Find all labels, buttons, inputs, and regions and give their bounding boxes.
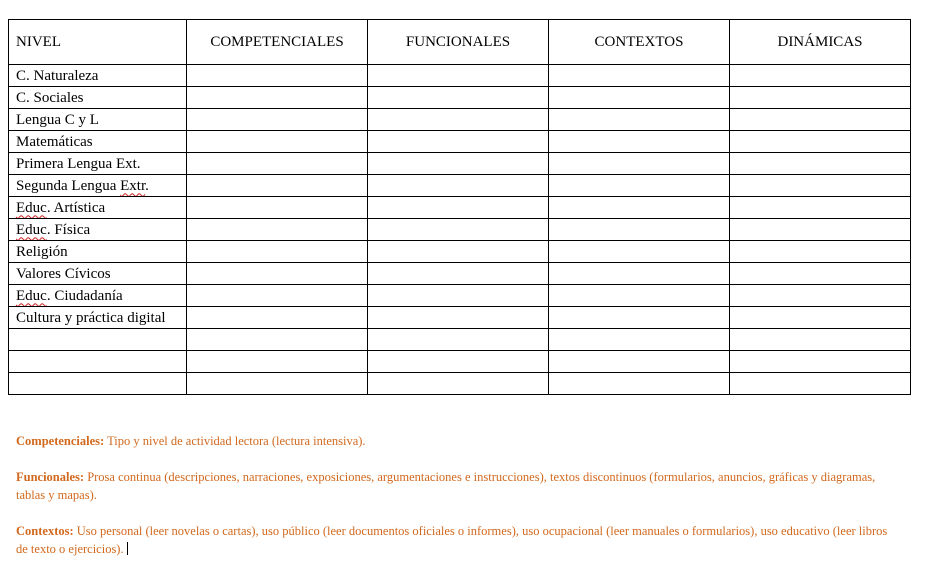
cell-text: C. Naturaleza xyxy=(16,67,99,84)
cell-nivel[interactable] xyxy=(9,65,187,87)
cell-funcionales[interactable] xyxy=(368,109,549,131)
cell-competenciales[interactable] xyxy=(187,263,368,285)
cell-text: . Física xyxy=(46,221,91,238)
cell-text: . xyxy=(145,177,149,194)
cell-funcionales[interactable] xyxy=(368,307,549,329)
note-term: Funcionales: xyxy=(16,470,85,484)
header-contextos[interactable]: CONTEXTOS xyxy=(549,20,730,65)
cell-competenciales[interactable] xyxy=(187,197,368,219)
cell-competenciales[interactable] xyxy=(187,219,368,241)
cell-competenciales[interactable] xyxy=(187,65,368,87)
cell-text: Lengua C y L xyxy=(16,111,99,128)
cell-funcionales[interactable] xyxy=(368,241,549,263)
table-row xyxy=(9,373,911,395)
note-term: Competenciales: xyxy=(16,434,105,448)
note-competenciales[interactable] xyxy=(16,432,896,450)
cell-funcionales[interactable] xyxy=(368,175,549,197)
cell-nivel[interactable] xyxy=(9,263,187,285)
cell-competenciales[interactable] xyxy=(187,307,368,329)
cell-text: . Artística xyxy=(46,199,106,216)
cell-dinamicas[interactable] xyxy=(730,109,911,131)
cell-text: Segunda Lengua xyxy=(16,177,121,194)
table-row xyxy=(9,87,911,109)
header-competenciales[interactable]: COMPETENCIALES xyxy=(187,20,368,65)
note-text: Tipo y nivel de actividad lectora (lectura intensiva). xyxy=(104,434,366,448)
table-row xyxy=(9,175,911,197)
note-contextos[interactable] xyxy=(16,522,896,558)
cell-dinamicas[interactable] xyxy=(730,241,911,263)
cell-nivel[interactable] xyxy=(9,241,187,263)
cell-nivel[interactable] xyxy=(9,131,187,153)
cell-text: Primera Lengua Ext. xyxy=(16,155,141,172)
header-funcionales[interactable]: FUNCIONALES xyxy=(368,20,549,65)
cell-text: . Ciudadanía xyxy=(46,287,123,304)
cell-contextos[interactable] xyxy=(549,175,730,197)
note-text: Uso personal (leer novelas o cartas), uso público (leer documentos oficiales o informes), uso ocupacional (leer manuales o formularios), uso educativo (leer libros de texto o ejercicios). xyxy=(16,524,888,556)
table-header-row xyxy=(9,20,911,65)
cell-dinamicas[interactable] xyxy=(730,329,911,351)
cell-dinamicas[interactable] xyxy=(730,351,911,373)
table-row xyxy=(9,241,911,263)
cell-funcionales[interactable] xyxy=(368,351,549,373)
cell-funcionales[interactable] xyxy=(368,285,549,307)
table-row xyxy=(9,263,911,285)
cell-funcionales[interactable] xyxy=(368,329,549,351)
cell-dinamicas[interactable] xyxy=(730,65,911,87)
cell-competenciales[interactable] xyxy=(187,285,368,307)
cell-text: C. Sociales xyxy=(16,89,84,106)
cell-contextos[interactable] xyxy=(549,351,730,373)
cell-contextos[interactable] xyxy=(549,131,730,153)
cell-dinamicas[interactable] xyxy=(730,219,911,241)
cell-competenciales[interactable] xyxy=(187,351,368,373)
cell-dinamicas[interactable] xyxy=(730,87,911,109)
cell-competenciales[interactable] xyxy=(187,241,368,263)
spellcheck-word: Educ xyxy=(16,199,47,216)
cell-nivel[interactable] xyxy=(9,109,187,131)
cell-dinamicas[interactable] xyxy=(730,197,911,219)
cell-text: Matemáticas xyxy=(16,133,93,150)
cell-contextos[interactable] xyxy=(549,153,730,175)
cell-nivel[interactable] xyxy=(9,197,187,219)
table-row xyxy=(9,109,911,131)
note-text: Prosa continua (descripciones, narraciones, exposiciones, argumentaciones e instrucciones), textos discontinuos (formularios, anuncios, gráficas y diagramas, tablas y mapas). xyxy=(16,470,876,502)
cell-nivel[interactable] xyxy=(9,285,187,307)
note-term: Contextos: xyxy=(16,524,74,538)
table-row xyxy=(9,329,911,351)
cell-contextos[interactable] xyxy=(549,373,730,395)
cell-competenciales[interactable] xyxy=(187,87,368,109)
cell-funcionales[interactable] xyxy=(368,131,549,153)
cell-contextos[interactable] xyxy=(549,109,730,131)
cell-text: Religión xyxy=(16,243,68,260)
cell-contextos[interactable] xyxy=(549,197,730,219)
cell-funcionales[interactable] xyxy=(368,263,549,285)
cell-contextos[interactable] xyxy=(549,307,730,329)
table-row xyxy=(9,351,911,373)
table-row xyxy=(9,307,911,329)
cell-funcionales[interactable] xyxy=(368,373,549,395)
cell-contextos[interactable] xyxy=(549,263,730,285)
cell-nivel[interactable] xyxy=(9,153,187,175)
note-funcionales[interactable] xyxy=(16,468,896,504)
cell-nivel[interactable] xyxy=(9,373,187,395)
cell-text: Valores Cívicos xyxy=(16,265,111,282)
cell-nivel[interactable] xyxy=(9,175,187,197)
cell-contextos[interactable] xyxy=(549,285,730,307)
cell-funcionales[interactable] xyxy=(368,65,549,87)
cell-text: Cultura y práctica digital xyxy=(16,309,166,326)
spellcheck-word: Educ xyxy=(16,221,47,238)
cell-nivel[interactable] xyxy=(9,329,187,351)
table-row xyxy=(9,65,911,87)
spellcheck-word: Educ xyxy=(16,287,47,304)
cell-nivel[interactable] xyxy=(9,351,187,373)
cell-contextos[interactable] xyxy=(549,219,730,241)
table-row xyxy=(9,219,911,241)
cell-nivel[interactable] xyxy=(9,307,187,329)
cell-contextos[interactable] xyxy=(549,241,730,263)
table-body xyxy=(9,65,911,395)
notes-section xyxy=(16,432,896,576)
cell-dinamicas[interactable] xyxy=(730,307,911,329)
cell-contextos[interactable] xyxy=(549,65,730,87)
table-row xyxy=(9,197,911,219)
cell-nivel[interactable] xyxy=(9,219,187,241)
cell-dinamicas[interactable] xyxy=(730,373,911,395)
cell-competenciales[interactable] xyxy=(187,175,368,197)
cell-dinamicas[interactable] xyxy=(730,175,911,197)
cell-competenciales[interactable] xyxy=(187,153,368,175)
cell-contextos[interactable] xyxy=(549,87,730,109)
subjects-table xyxy=(8,19,911,395)
cell-funcionales[interactable] xyxy=(368,219,549,241)
cell-competenciales[interactable] xyxy=(187,329,368,351)
header-nivel[interactable]: NIVEL xyxy=(9,20,187,65)
table-row xyxy=(9,131,911,153)
header-dinamicas[interactable]: DINÁMICAS xyxy=(730,20,911,65)
table-row xyxy=(9,285,911,307)
cell-dinamicas[interactable] xyxy=(730,285,911,307)
cell-funcionales[interactable] xyxy=(368,153,549,175)
cell-nivel[interactable] xyxy=(9,87,187,109)
text-cursor xyxy=(127,542,128,555)
cell-contextos[interactable] xyxy=(549,329,730,351)
cell-dinamicas[interactable] xyxy=(730,153,911,175)
cell-dinamicas[interactable] xyxy=(730,131,911,153)
cell-competenciales[interactable] xyxy=(187,131,368,153)
spellcheck-word: Extr xyxy=(120,177,146,194)
cell-competenciales[interactable] xyxy=(187,109,368,131)
cell-funcionales[interactable] xyxy=(368,197,549,219)
cell-dinamicas[interactable] xyxy=(730,263,911,285)
table-row xyxy=(9,153,911,175)
cell-competenciales[interactable] xyxy=(187,373,368,395)
cell-funcionales[interactable] xyxy=(368,87,549,109)
